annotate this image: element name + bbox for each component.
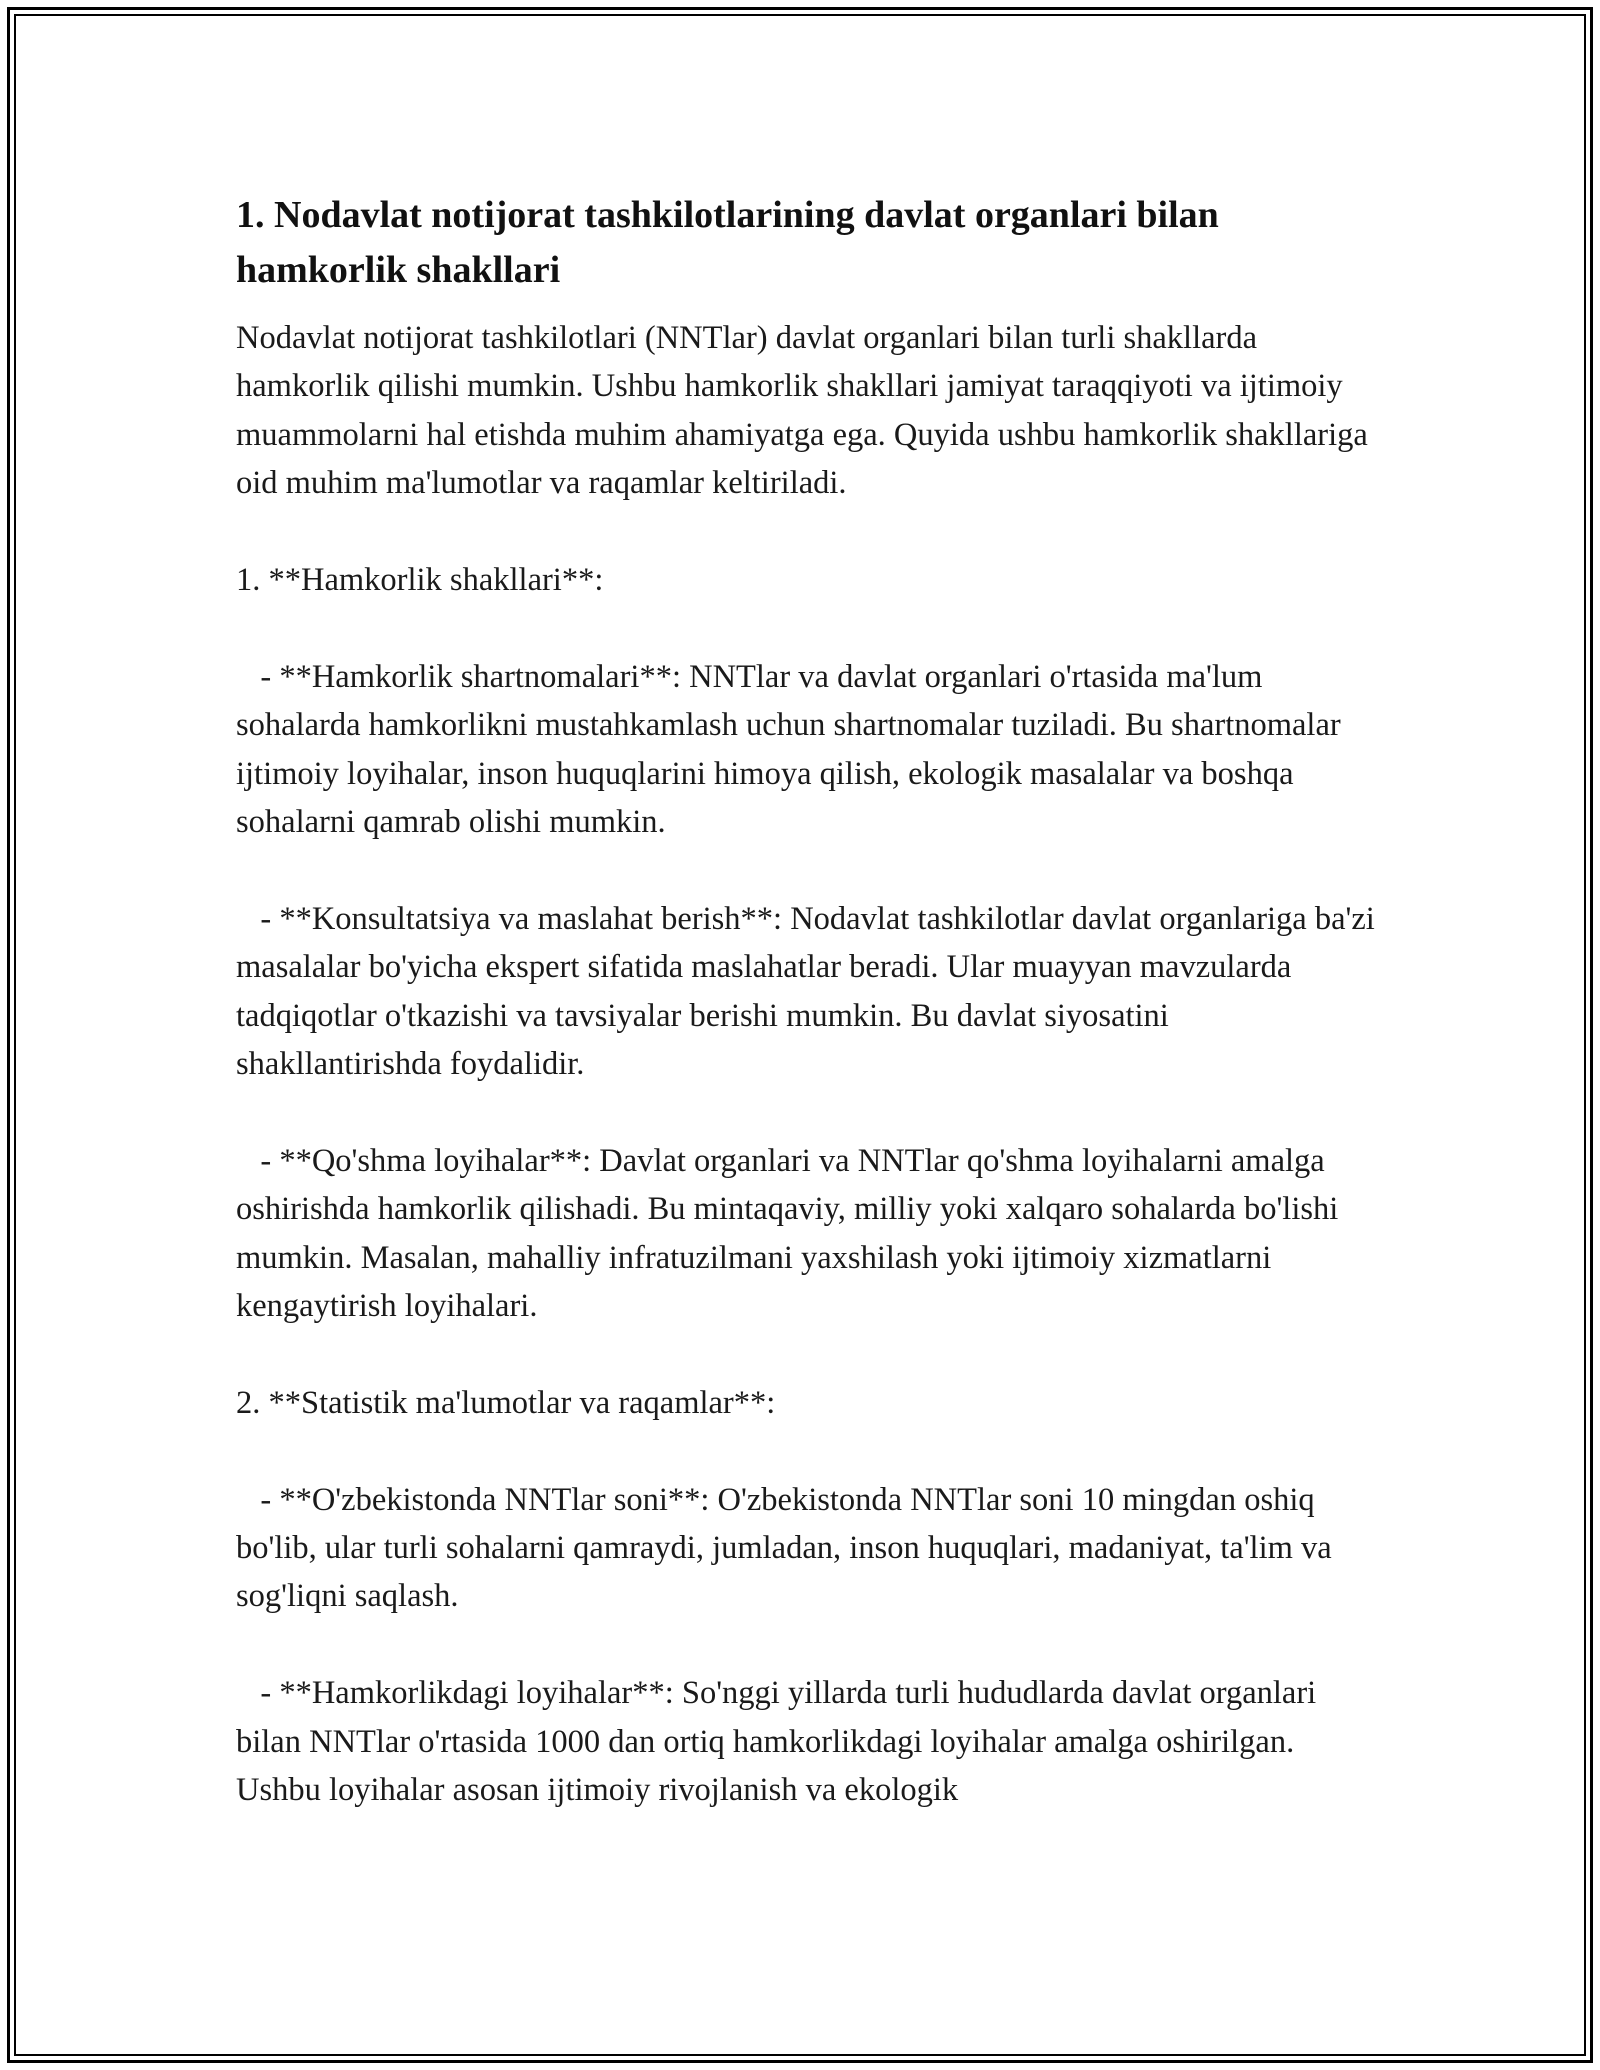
paragraph-spacer <box>236 1621 1376 1669</box>
section-1-heading: 1. **Hamkorlik shakllari**: <box>236 562 604 599</box>
section-2-heading: 2. **Statistik ma'lumotlar va raqamlar**: <box>236 1384 776 1421</box>
paragraph-spacer <box>236 846 1376 894</box>
section-1-item-3: - **Qo'shma loyihalar**: Davlat organlari va NNTlar qo'shma loyihalarni amalga oshirishda hamkorlik qilishadi. Bu mintaqaviy, milliy yoki xalqaro sohalarda bo'lishi mumkin. Masalan, mahalliy infratuzilmani yaxshilash yoki ijtimoiy xizmatlarni kengaytirish loyihalari. <box>236 1142 1347 1325</box>
section-2-item-2: - **Hamkorlikdagi loyihalar**: So'nggi yillarda turli hududlarda davlat organlari bilan NNTlar o'rtasida 1000 dan ortiq hamkorlikdagi loyihalar amalga oshirilgan. Ushbu loyihalar asosan ijtimoiy rivojlanish va ekologik <box>236 1675 1325 1809</box>
document-body <box>236 188 1383 1814</box>
paragraph-spacer <box>236 1330 1376 1378</box>
paragraph-spacer <box>236 604 1376 652</box>
section-1-item-1: - **Hamkorlik shartnomalari**: NNTlar va davlat organlari o'rtasida ma'lum sohalarda hamkorlikni mustahkamlash uchun shartnomalar tuziladi. Bu shartnomalar ijtimoiy loyihalar, inson huquqlarini himoya qilish, ekologik masalalar va boshqa sohalarni qamrab olishi mumkin. <box>236 658 1349 841</box>
section-1-item-2: - **Konsultatsiya va maslahat berish**: Nodavlat tashkilotlar davlat organlariga ba'zi masalalar bo'yicha ekspert sifatida maslahatlar beradi. Ular muayyan mavzularda tadqiqotlar o'tkazishi va tavsiyalar berishi mumkin. Bu davlat siyosatini shakllantirishda foydalidir. <box>236 900 1383 1083</box>
intro-paragraph: Nodavlat notijorat tashkilotlari (NNTlar) davlat organlari bilan turli shakllarda hamkorlik qilishi mumkin. Ushbu hamkorlik shakllari jamiyat taraqqiyoti va ijtimoiy muammolarni hal etishda muhim ahamiyatga ega. Quyida ushbu hamkorlik shakllariga oid muhim ma'lumotlar va raqamlar keltiriladi. <box>236 320 1376 502</box>
paragraph-spacer <box>236 1427 1376 1475</box>
paragraph-spacer <box>236 1088 1376 1136</box>
document-title: 1. Nodavlat notijorat tashkilotlarining davlat organlari bilan hamkorlik shakllari <box>236 194 1219 291</box>
paragraph-spacer <box>236 508 1376 556</box>
section-2-item-1: - **O'zbekistonda NNTlar soni**: O'zbekistonda NNTlar soni 10 mingdan oshiq bo'lib, ular turli sohalarni qamraydi, jumladan, inson huquqlari, madaniyat, ta'lim va sog'liqni saqlash. <box>236 1481 1340 1615</box>
